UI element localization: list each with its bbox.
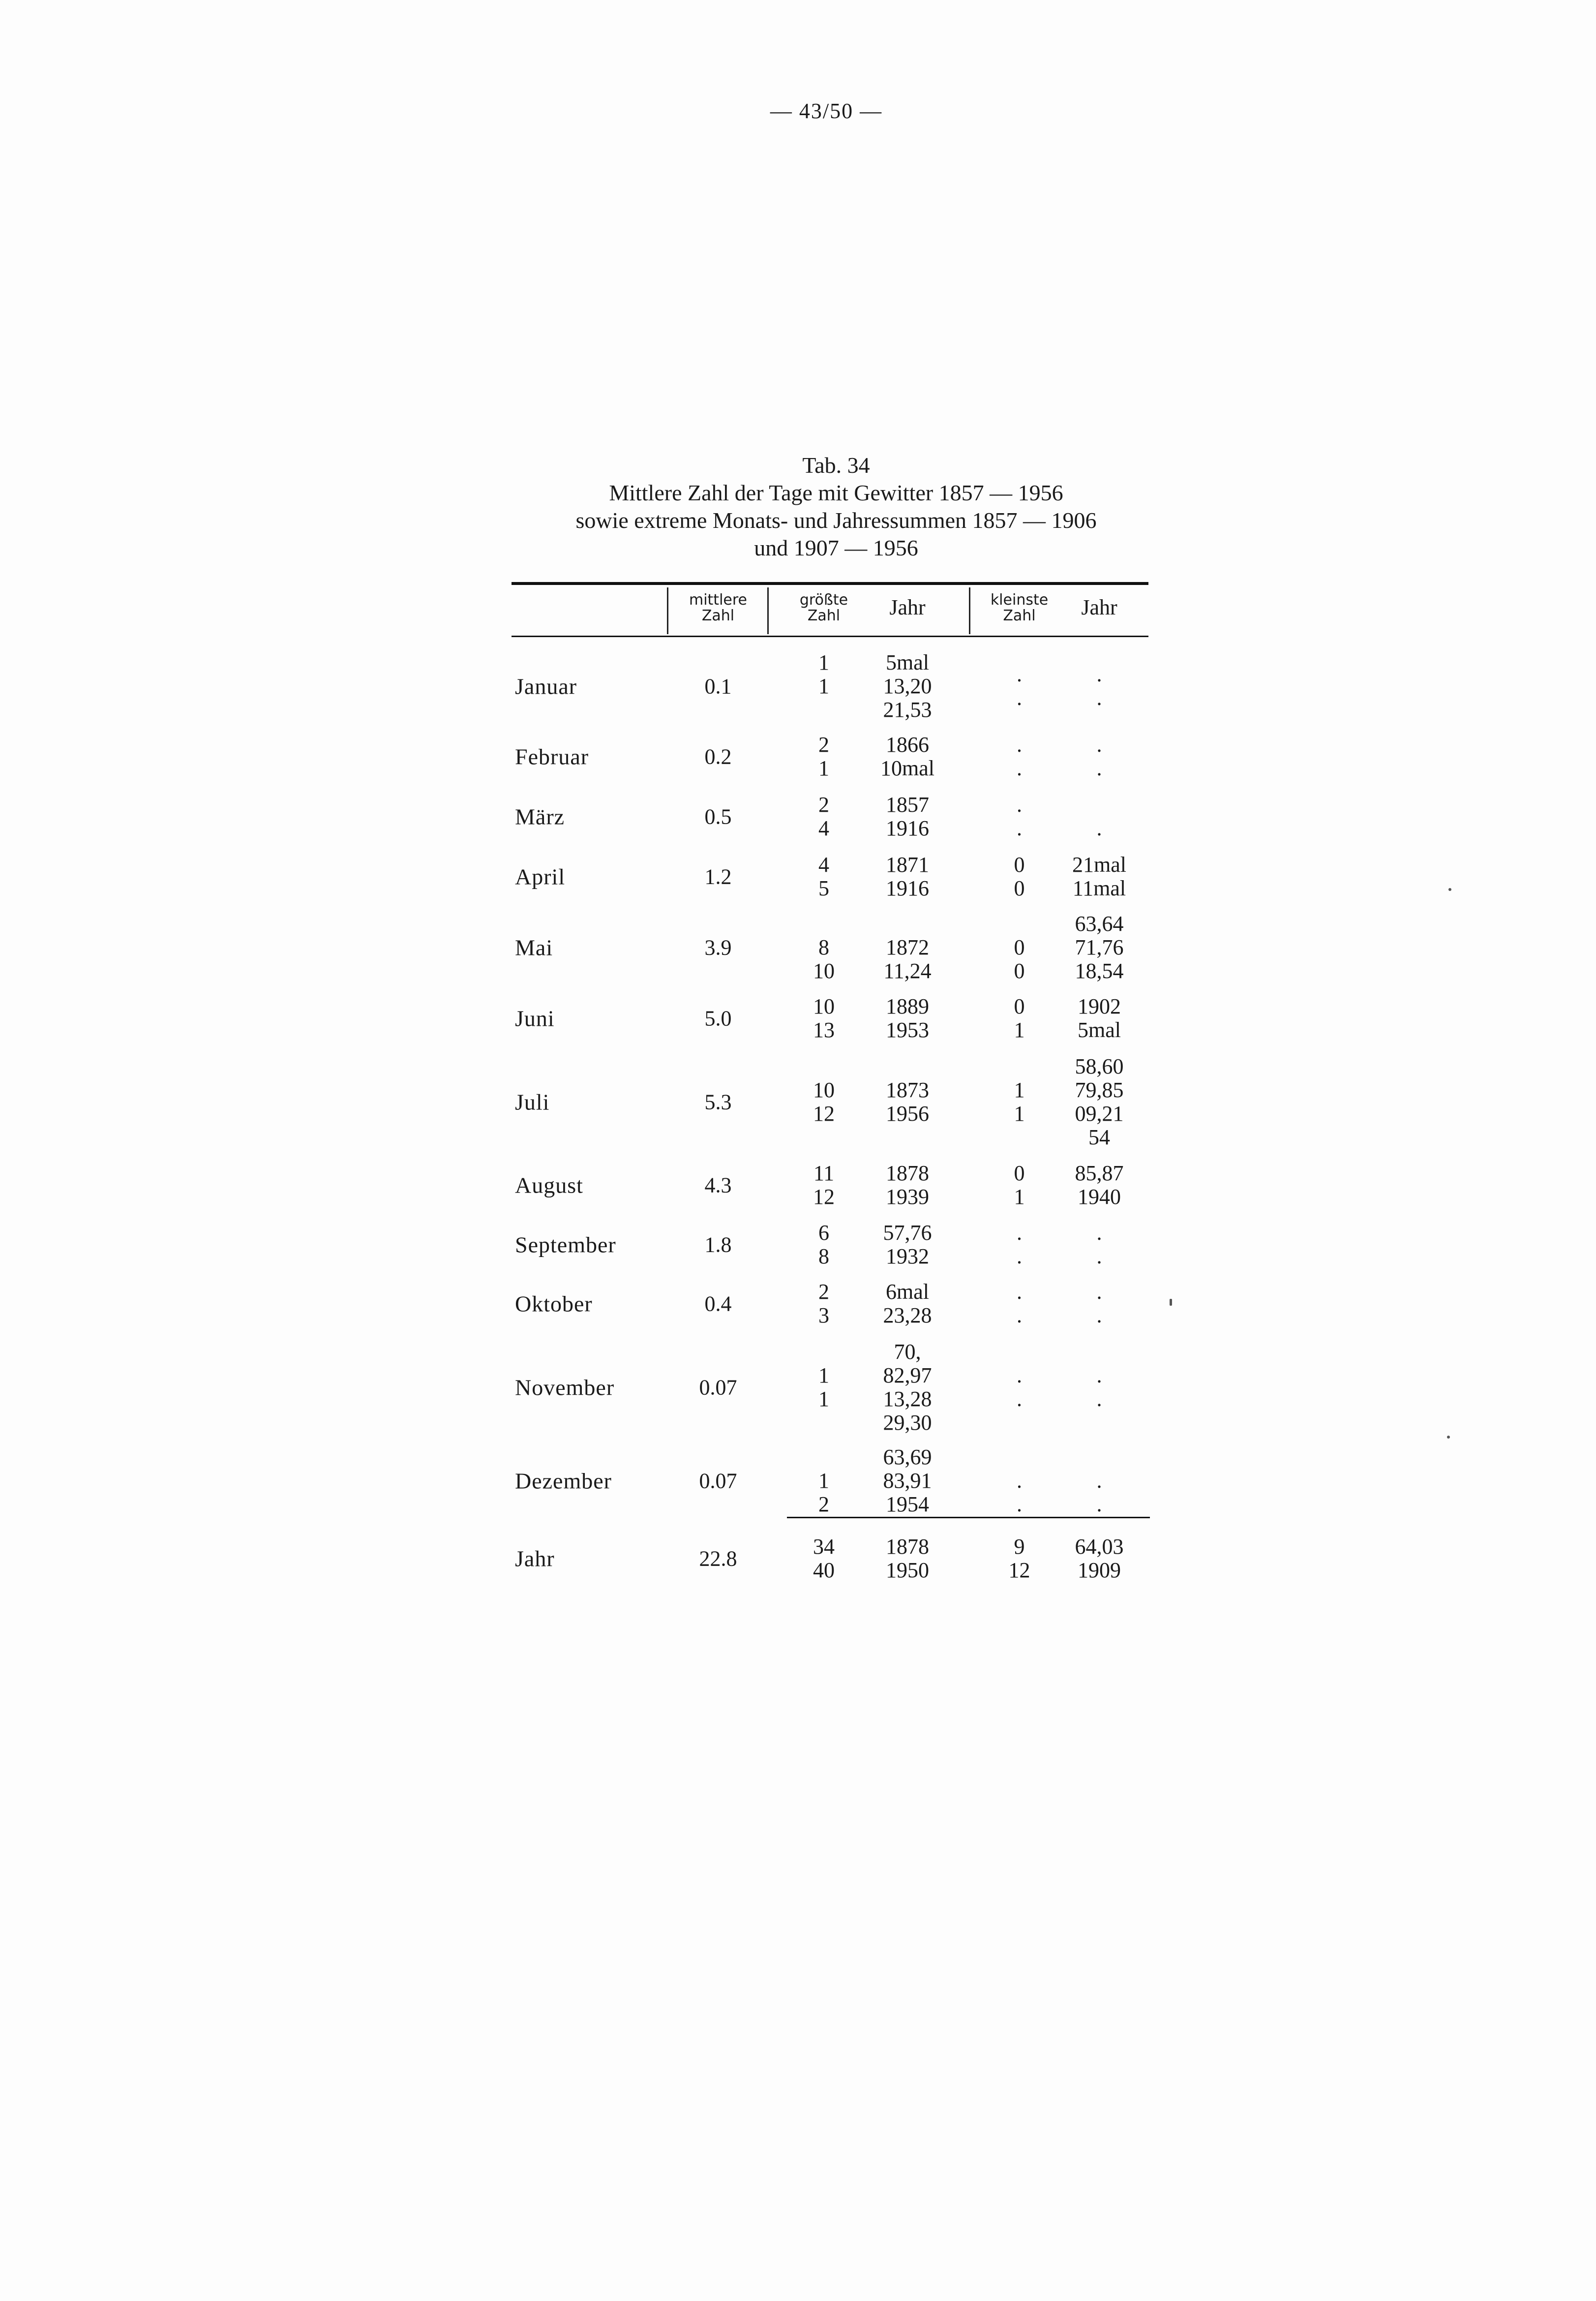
- row-mean-value: 0.4: [704, 1291, 732, 1316]
- row-max-count: [787, 1221, 861, 1268]
- table-cell-value: 10: [813, 1078, 835, 1102]
- table-cell-value: 1940: [1078, 1185, 1121, 1209]
- table-cell-value: 6mal: [886, 1280, 929, 1304]
- row-min-count: [984, 1340, 1055, 1435]
- table-cell-value: 54: [1088, 1125, 1110, 1149]
- table-cell-value: 12: [813, 1185, 835, 1209]
- row-month-label: Juni: [515, 1006, 555, 1031]
- table-cell-value: 1956: [886, 1102, 929, 1126]
- row-mean-value: 1.8: [704, 1232, 732, 1257]
- table-cell-value: 40: [813, 1558, 835, 1582]
- row-max-year: [861, 1340, 954, 1435]
- table-cell-value: 12: [813, 1102, 835, 1126]
- table-cell-value: [984, 1411, 1055, 1435]
- table-cell-value: 57,76: [883, 1221, 932, 1245]
- table-cell-value: [1055, 793, 1144, 817]
- row-min-count: [984, 1221, 1055, 1268]
- table-cell-value: 1939: [886, 1185, 929, 1209]
- row-min-year: [1055, 1162, 1144, 1209]
- table-cell-value: 1: [818, 756, 829, 780]
- table-cell-value: .: [1017, 1469, 1022, 1493]
- table-cell-value: .: [1017, 1244, 1022, 1268]
- row-month-label: September: [515, 1232, 616, 1258]
- table-cell-value: 71,76: [1075, 935, 1124, 959]
- table-cell-value: 21mal: [1072, 853, 1126, 877]
- row-mean-value: 0.1: [704, 674, 732, 699]
- row-min-count: [984, 995, 1055, 1042]
- table-cell-value: 1953: [886, 1018, 929, 1042]
- row-mean-value: 5.0: [704, 1006, 732, 1031]
- table-cell-value: 0: [1014, 959, 1025, 983]
- table-cell-value: 0: [1014, 853, 1025, 877]
- table-cell-value: .: [1017, 662, 1022, 686]
- row-max-year: [861, 1535, 954, 1582]
- table-cell-value: .: [1017, 1363, 1022, 1387]
- row-min-year: [1055, 1280, 1144, 1327]
- row-max-count: [787, 1340, 861, 1435]
- row-min-count: [984, 1280, 1055, 1327]
- table-cell-value: 1: [818, 1387, 829, 1411]
- row-max-year: [861, 733, 954, 780]
- table-cell-value: 1950: [886, 1558, 929, 1582]
- table-cell-value: 5: [818, 876, 829, 900]
- row-max-count: [787, 1280, 861, 1327]
- table-cell-value: .: [1096, 1387, 1102, 1411]
- table-cell-value: 1873: [886, 1078, 929, 1102]
- table-cell-value: 70,: [894, 1340, 921, 1364]
- table-cell-value: .: [1017, 816, 1022, 840]
- table-cell-value: [787, 1126, 861, 1149]
- table-cell-value: [861, 1055, 954, 1078]
- row-max-count: [787, 912, 861, 983]
- table-cell-value: 1916: [886, 876, 929, 900]
- table-cell-value: 13,20: [883, 674, 932, 698]
- table-cell-value: 18,54: [1075, 959, 1124, 983]
- table-cell-value: 29,30: [883, 1411, 932, 1435]
- row-month-label: Dezember: [515, 1468, 612, 1494]
- table-cell-value: .: [1096, 662, 1102, 686]
- row-max-year: [861, 853, 954, 900]
- row-max-year: [861, 1445, 954, 1516]
- table-cell-value: [787, 1055, 861, 1078]
- row-mean-value: 0.07: [699, 1375, 737, 1400]
- row-mean-value: 0.5: [704, 804, 732, 829]
- row-mean-value: 4.3: [704, 1173, 732, 1197]
- row-max-count: [787, 995, 861, 1042]
- row-max-year: [861, 651, 954, 722]
- row-month-label: April: [515, 864, 566, 890]
- row-min-count: [984, 733, 1055, 780]
- row-min-year: [1055, 853, 1144, 900]
- table-cell-value: 4: [818, 816, 829, 840]
- table-cell-value: .: [1017, 793, 1022, 817]
- table-cell-value: 1909: [1078, 1558, 1121, 1582]
- row-min-year: [1055, 995, 1144, 1042]
- table-cell-value: 2: [818, 1280, 829, 1304]
- table-cell-value: 2: [818, 733, 829, 757]
- table-header-rule: [512, 636, 1148, 637]
- row-max-count: [787, 1445, 861, 1516]
- row-max-count: [787, 793, 861, 840]
- header-divider: [667, 587, 668, 634]
- row-month-label: Februar: [515, 744, 589, 769]
- table-cell-value: .: [1096, 733, 1102, 757]
- table-cell-value: [1055, 1411, 1144, 1435]
- table-cell-value: 13,28: [883, 1387, 932, 1411]
- table-cell-value: 2: [818, 793, 829, 817]
- row-month-label: Juli: [515, 1089, 550, 1115]
- row-min-year: [1055, 1221, 1144, 1268]
- table-cell-value: 1: [1014, 1185, 1025, 1209]
- table-cell-value: 83,91: [883, 1469, 932, 1493]
- table-cell-value: 09,21: [1075, 1102, 1124, 1126]
- row-month-label: November: [515, 1375, 615, 1400]
- table-cell-value: 10: [813, 959, 835, 983]
- table-cell-value: 5mal: [1078, 1018, 1121, 1042]
- table-cell-value: .: [1096, 1221, 1102, 1245]
- table-cell-value: 1871: [886, 853, 929, 877]
- row-max-count: [787, 1162, 861, 1209]
- title-line-2: sowie extreme Monats- und Jahressummen 1857 — 1906: [575, 508, 1097, 533]
- table-cell-value: 1: [818, 650, 829, 675]
- table-cell-value: [984, 912, 1055, 936]
- row-max-year: [861, 912, 954, 983]
- table-cell-value: 1932: [886, 1244, 929, 1268]
- table-cell-value: 82,97: [883, 1363, 932, 1387]
- table-cell-value: [787, 1411, 861, 1435]
- table-cell-value: [861, 912, 954, 936]
- table-cell-value: 8: [818, 935, 829, 959]
- row-min-year: [1055, 1445, 1144, 1516]
- table-cell-value: 11mal: [1072, 876, 1126, 900]
- table-cell-value: 1: [1014, 1102, 1025, 1126]
- row-mean-value: 5.3: [704, 1090, 732, 1114]
- row-max-count: [787, 1055, 861, 1149]
- table-cell-value: 1889: [886, 994, 929, 1018]
- table-cell-value: 1: [818, 1469, 829, 1493]
- table-cell-value: 85,87: [1075, 1161, 1124, 1185]
- table-cell-value: [787, 698, 861, 722]
- table-cell-value: .: [1017, 733, 1022, 757]
- header-max-count: größte Zahl: [799, 591, 848, 624]
- table-cell-value: 11: [813, 1161, 835, 1185]
- table-cell-value: 10mal: [880, 756, 934, 780]
- row-max-year: [861, 1221, 954, 1268]
- table-cell-value: 1916: [886, 816, 929, 840]
- row-mean-value: 0.07: [699, 1469, 737, 1493]
- scan-speck: [1448, 888, 1451, 891]
- row-max-year: [861, 1162, 954, 1209]
- row-min-year: [1055, 1535, 1144, 1582]
- row-max-count: [787, 733, 861, 780]
- row-max-year: [861, 1055, 954, 1149]
- row-min-count: [984, 853, 1055, 900]
- row-min-count: [984, 663, 1055, 710]
- row-min-year: [1055, 793, 1144, 840]
- row-min-year: [1055, 663, 1144, 710]
- row-max-year: [861, 793, 954, 840]
- table-cell-value: 79,85: [1075, 1078, 1124, 1102]
- table-cell-value: 1866: [886, 733, 929, 757]
- row-month-label: Jahr: [515, 1546, 555, 1571]
- table-top-rule: [512, 582, 1148, 585]
- row-mean-value: 0.2: [704, 744, 732, 769]
- table-cell-value: 58,60: [1075, 1054, 1124, 1078]
- table-cell-value: .: [1017, 1492, 1022, 1516]
- row-min-count: [984, 1535, 1055, 1582]
- header-min-count: kleinste Zahl: [990, 591, 1049, 624]
- table-cell-value: .: [1096, 816, 1102, 840]
- table-cell-value: 64,03: [1075, 1534, 1124, 1559]
- title-line-1: Mittlere Zahl der Tage mit Gewitter 1857 — 1956: [609, 480, 1063, 505]
- table-cell-value: .: [1096, 1492, 1102, 1516]
- table-cell-value: 1878: [886, 1534, 929, 1559]
- row-mean-value: 22.8: [699, 1546, 737, 1571]
- table-cell-value: 23,28: [883, 1303, 932, 1327]
- title-line-3: und 1907 — 1956: [754, 535, 918, 560]
- table-cell-value: .: [1096, 1303, 1102, 1327]
- row-month-label: März: [515, 804, 565, 829]
- table-cell-value: 0: [1014, 876, 1025, 900]
- table-cell-value: [984, 1445, 1055, 1469]
- header-min-year: Jahr: [1081, 595, 1117, 619]
- page-number: — 43/50 —: [770, 99, 883, 123]
- row-min-count: [984, 1055, 1055, 1149]
- table-cell-value: .: [1096, 1280, 1102, 1304]
- table-cell-value: 10: [813, 994, 835, 1018]
- table-cell-value: 1857: [886, 793, 929, 817]
- table-cell-value: 1: [818, 1363, 829, 1387]
- table-cell-value: [1055, 1445, 1144, 1469]
- table-cell-value: 1902: [1078, 994, 1121, 1018]
- row-min-year: [1055, 1055, 1144, 1149]
- table-cell-value: .: [1096, 1469, 1102, 1493]
- table-cell-value: 8: [818, 1244, 829, 1268]
- table-cell-value: 1: [1014, 1078, 1025, 1102]
- table-cell-value: 2: [818, 1492, 829, 1516]
- header-max-year: Jahr: [889, 595, 926, 619]
- row-min-count: [984, 1445, 1055, 1516]
- table-cell-value: .: [1096, 686, 1102, 710]
- scan-speck: [1447, 1436, 1450, 1439]
- header-divider: [969, 587, 970, 634]
- row-max-year: [861, 995, 954, 1042]
- table-cell-value: 13: [813, 1018, 835, 1042]
- row-min-year: [1055, 1340, 1144, 1435]
- header-mean: mittlere Zahl: [689, 591, 747, 624]
- table-label: Tab. 34: [802, 453, 870, 478]
- row-min-count: [984, 1162, 1055, 1209]
- table-cell-value: .: [1017, 686, 1022, 710]
- table-cell-value: 1: [818, 674, 829, 698]
- table-cell-value: [984, 1126, 1055, 1149]
- table-cell-value: [787, 912, 861, 936]
- row-month-label: Mai: [515, 935, 553, 960]
- table-cell-value: 0: [1014, 994, 1025, 1018]
- table-cell-value: .: [1017, 756, 1022, 780]
- table-cell-value: 4: [818, 853, 829, 877]
- table-cell-value: 3: [818, 1303, 829, 1327]
- header-divider: [767, 587, 769, 634]
- scan-speck: [1170, 1299, 1172, 1306]
- row-min-count: [984, 912, 1055, 983]
- table-cell-value: [984, 1055, 1055, 1078]
- table-cell-value: 5mal: [886, 650, 929, 675]
- row-max-year: [861, 1280, 954, 1327]
- table-title-block: [492, 452, 1180, 562]
- table-cell-value: 0: [1014, 1161, 1025, 1185]
- row-min-count: [984, 793, 1055, 840]
- table-cell-value: [984, 1340, 1055, 1364]
- row-month-label: Januar: [515, 674, 577, 699]
- table-cell-value: 11,24: [883, 959, 932, 983]
- table-cell-value: [1055, 1340, 1144, 1364]
- table-cell-value: 63,64: [1075, 912, 1124, 936]
- row-min-year: [1055, 733, 1144, 780]
- row-min-year: [1055, 912, 1144, 983]
- table-cell-value: .: [1096, 1244, 1102, 1268]
- table-cell-value: .: [1017, 1221, 1022, 1245]
- table-cell-value: [787, 1445, 861, 1469]
- row-mean-value: 1.2: [704, 864, 732, 889]
- table-cell-value: [861, 1126, 954, 1149]
- table-cell-value: .: [1017, 1280, 1022, 1304]
- row-month-label: Oktober: [515, 1291, 593, 1317]
- table-cell-value: .: [1017, 1387, 1022, 1411]
- row-max-count: [787, 853, 861, 900]
- table-cell-value: 9: [1014, 1534, 1025, 1559]
- table-cell-value: 34: [813, 1534, 835, 1559]
- table-total-rule: [787, 1517, 1150, 1518]
- table-cell-value: 1878: [886, 1161, 929, 1185]
- table-cell-value: 12: [1008, 1558, 1030, 1582]
- row-max-count: [787, 651, 861, 722]
- table-cell-value: .: [1096, 1363, 1102, 1387]
- table-cell-value: .: [1096, 756, 1102, 780]
- table-cell-value: [787, 1340, 861, 1364]
- row-max-count: [787, 1535, 861, 1582]
- row-mean-value: 3.9: [704, 935, 732, 960]
- table-cell-value: 21,53: [883, 698, 932, 722]
- table-cell-value: .: [1017, 1303, 1022, 1327]
- table-cell-value: 6: [818, 1221, 829, 1245]
- row-month-label: August: [515, 1172, 583, 1198]
- table-cell-value: 0: [1014, 935, 1025, 959]
- table-cell-value: 63,69: [883, 1445, 932, 1469]
- table-cell-value: 1954: [886, 1492, 929, 1516]
- table-cell-value: 1: [1014, 1018, 1025, 1042]
- table-cell-value: 1872: [886, 935, 929, 959]
